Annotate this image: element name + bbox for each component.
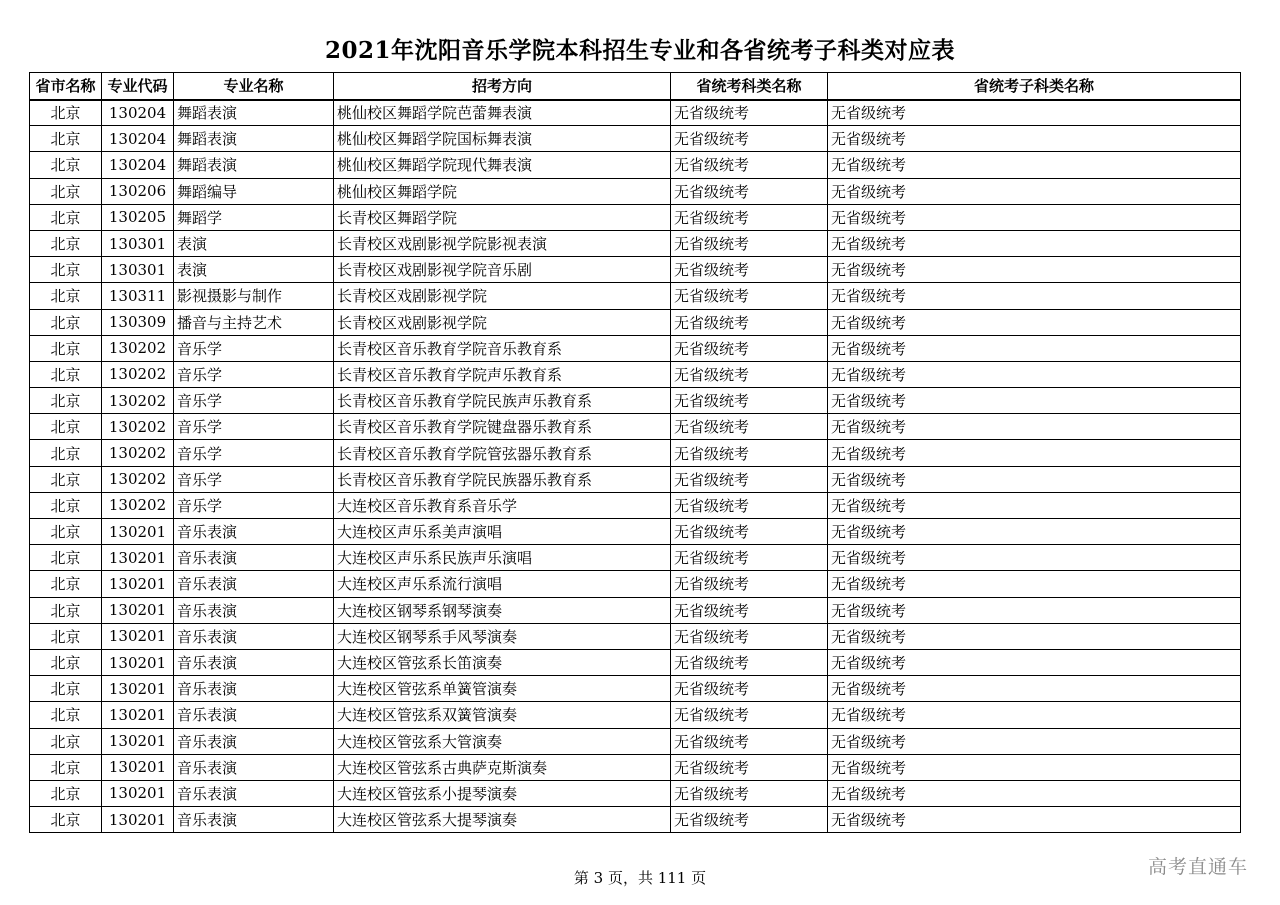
cell-exam-subcategory: 无省级统考 <box>828 649 1241 675</box>
cell-major-name: 音乐表演 <box>174 623 334 649</box>
table-row <box>30 283 1241 309</box>
cell-major-name: 音乐表演 <box>174 597 334 623</box>
cell-major-name: 音乐学 <box>174 440 334 466</box>
cell-major-name: 音乐表演 <box>174 702 334 728</box>
cell-exam-category: 无省级统考 <box>671 388 828 414</box>
page-title: 2021年沈阳音乐学院本科招生专业和各省统考子科类对应表 <box>324 37 955 64</box>
cell-exam-category: 无省级统考 <box>671 519 828 545</box>
cell-major-name: 音乐学 <box>174 492 334 518</box>
cell-exam-subcategory: 无省级统考 <box>828 283 1241 309</box>
table-row <box>30 519 1241 545</box>
cell-province: 北京 <box>30 152 102 178</box>
cell-direction: 大连校区管弦系古典萨克斯演奏 <box>334 754 671 780</box>
cell-direction: 长青校区舞蹈学院 <box>334 204 671 230</box>
cell-direction: 大连校区管弦系双簧管演奏 <box>334 702 671 728</box>
cell-province: 北京 <box>30 466 102 492</box>
cell-exam-subcategory: 无省级统考 <box>828 571 1241 597</box>
cell-major-name: 舞蹈学 <box>174 204 334 230</box>
cell-province: 北京 <box>30 335 102 361</box>
cell-major-code: 130204 <box>102 126 174 152</box>
cell-major-code: 130202 <box>102 440 174 466</box>
cell-province: 北京 <box>30 519 102 545</box>
cell-exam-category: 无省级统考 <box>671 780 828 806</box>
cell-province: 北京 <box>30 414 102 440</box>
cell-province: 北京 <box>30 702 102 728</box>
cell-exam-subcategory: 无省级统考 <box>828 388 1241 414</box>
cell-direction: 长青校区戏剧影视学院音乐剧 <box>334 257 671 283</box>
cell-exam-category: 无省级统考 <box>671 100 828 126</box>
cell-province: 北京 <box>30 283 102 309</box>
cell-province: 北京 <box>30 676 102 702</box>
cell-exam-subcategory: 无省级统考 <box>828 126 1241 152</box>
cell-direction: 桃仙校区舞蹈学院 <box>334 178 671 204</box>
cell-major-name: 影视摄影与制作 <box>174 283 334 309</box>
cell-exam-category: 无省级统考 <box>671 126 828 152</box>
table-row <box>30 728 1241 754</box>
cell-major-name: 音乐表演 <box>174 571 334 597</box>
table-row <box>30 623 1241 649</box>
cell-major-code: 130204 <box>102 100 174 126</box>
cell-province: 北京 <box>30 623 102 649</box>
cell-exam-category: 无省级统考 <box>671 414 828 440</box>
cell-major-code: 130202 <box>102 388 174 414</box>
cell-province: 北京 <box>30 545 102 571</box>
cell-major-code: 130201 <box>102 545 174 571</box>
table-row <box>30 414 1241 440</box>
cell-exam-subcategory: 无省级统考 <box>828 597 1241 623</box>
cell-major-code: 130301 <box>102 230 174 256</box>
cell-major-name: 音乐表演 <box>174 649 334 675</box>
cell-major-code: 130309 <box>102 309 174 335</box>
cell-exam-subcategory: 无省级统考 <box>828 676 1241 702</box>
table-row <box>30 545 1241 571</box>
cell-exam-subcategory: 无省级统考 <box>828 230 1241 256</box>
cell-direction: 长青校区戏剧影视学院影视表演 <box>334 230 671 256</box>
cell-major-code: 130202 <box>102 361 174 387</box>
cell-exam-category: 无省级统考 <box>671 152 828 178</box>
header-exam-subcategory: 省统考子科类名称 <box>828 73 1241 100</box>
table-header-row <box>30 73 1241 100</box>
cell-direction: 长青校区音乐教育学院民族声乐教育系 <box>334 388 671 414</box>
cell-major-code: 130201 <box>102 702 174 728</box>
cell-exam-category: 无省级统考 <box>671 807 828 833</box>
table-row <box>30 388 1241 414</box>
watermark: 高考直通车 <box>1147 856 1248 878</box>
cell-exam-subcategory: 无省级统考 <box>828 780 1241 806</box>
table-row <box>30 676 1241 702</box>
cell-exam-category: 无省级统考 <box>671 230 828 256</box>
cell-major-name: 舞蹈表演 <box>174 152 334 178</box>
cell-exam-subcategory: 无省级统考 <box>828 807 1241 833</box>
cell-exam-subcategory: 无省级统考 <box>828 152 1241 178</box>
cell-exam-subcategory: 无省级统考 <box>828 466 1241 492</box>
cell-direction: 大连校区音乐教育系音乐学 <box>334 492 671 518</box>
cell-exam-subcategory: 无省级统考 <box>828 519 1241 545</box>
header-province: 省市名称 <box>30 73 102 100</box>
cell-exam-category: 无省级统考 <box>671 545 828 571</box>
cell-province: 北京 <box>30 361 102 387</box>
cell-exam-subcategory: 无省级统考 <box>828 754 1241 780</box>
cell-exam-subcategory: 无省级统考 <box>828 257 1241 283</box>
cell-direction: 大连校区声乐系民族声乐演唱 <box>334 545 671 571</box>
cell-major-code: 130201 <box>102 649 174 675</box>
cell-direction: 大连校区钢琴系手风琴演奏 <box>334 623 671 649</box>
cell-exam-category: 无省级统考 <box>671 361 828 387</box>
cell-direction: 桃仙校区舞蹈学院现代舞表演 <box>334 152 671 178</box>
table-row <box>30 702 1241 728</box>
cell-direction: 桃仙校区舞蹈学院国标舞表演 <box>334 126 671 152</box>
table-row <box>30 492 1241 518</box>
cell-major-name: 音乐学 <box>174 335 334 361</box>
cell-exam-category: 无省级统考 <box>671 649 828 675</box>
cell-major-name: 音乐学 <box>174 414 334 440</box>
cell-direction: 大连校区管弦系小提琴演奏 <box>334 780 671 806</box>
cell-direction: 长青校区戏剧影视学院 <box>334 283 671 309</box>
cell-major-code: 130202 <box>102 492 174 518</box>
header-major-name: 专业名称 <box>174 73 334 100</box>
cell-exam-category: 无省级统考 <box>671 440 828 466</box>
cell-exam-subcategory: 无省级统考 <box>828 728 1241 754</box>
cell-major-name: 播音与主持艺术 <box>174 309 334 335</box>
cell-province: 北京 <box>30 597 102 623</box>
cell-major-name: 舞蹈表演 <box>174 100 334 126</box>
table-row <box>30 440 1241 466</box>
cell-major-code: 130201 <box>102 676 174 702</box>
cell-province: 北京 <box>30 257 102 283</box>
cell-exam-subcategory: 无省级统考 <box>828 361 1241 387</box>
cell-major-code: 130201 <box>102 780 174 806</box>
cell-exam-category: 无省级统考 <box>671 335 828 361</box>
cell-province: 北京 <box>30 492 102 518</box>
cell-exam-subcategory: 无省级统考 <box>828 702 1241 728</box>
cell-province: 北京 <box>30 807 102 833</box>
cell-major-code: 130201 <box>102 571 174 597</box>
cell-exam-subcategory: 无省级统考 <box>828 440 1241 466</box>
table-row <box>30 335 1241 361</box>
cell-direction: 长青校区音乐教育学院声乐教育系 <box>334 361 671 387</box>
cell-exam-subcategory: 无省级统考 <box>828 545 1241 571</box>
cell-major-name: 表演 <box>174 230 334 256</box>
header-exam-category: 省统考科类名称 <box>671 73 828 100</box>
cell-major-code: 130311 <box>102 283 174 309</box>
cell-direction: 大连校区管弦系长笛演奏 <box>334 649 671 675</box>
cell-direction: 长青校区戏剧影视学院 <box>334 309 671 335</box>
cell-exam-category: 无省级统考 <box>671 571 828 597</box>
cell-exam-subcategory: 无省级统考 <box>828 623 1241 649</box>
cell-direction: 桃仙校区舞蹈学院芭蕾舞表演 <box>334 100 671 126</box>
cell-direction: 长青校区音乐教育学院键盘器乐教育系 <box>334 414 671 440</box>
cell-direction: 大连校区管弦系大管演奏 <box>334 728 671 754</box>
admission-table <box>29 72 1241 833</box>
cell-province: 北京 <box>30 204 102 230</box>
cell-exam-category: 无省级统考 <box>671 204 828 230</box>
table-row <box>30 100 1241 126</box>
cell-exam-subcategory: 无省级统考 <box>828 414 1241 440</box>
cell-major-name: 音乐表演 <box>174 807 334 833</box>
cell-major-name: 音乐表演 <box>174 676 334 702</box>
cell-major-code: 130301 <box>102 257 174 283</box>
cell-major-code: 130201 <box>102 519 174 545</box>
cell-major-code: 130201 <box>102 597 174 623</box>
table-row <box>30 571 1241 597</box>
cell-province: 北京 <box>30 754 102 780</box>
cell-direction: 大连校区管弦系单簧管演奏 <box>334 676 671 702</box>
cell-exam-category: 无省级统考 <box>671 702 828 728</box>
table-row <box>30 204 1241 230</box>
cell-major-code: 130205 <box>102 204 174 230</box>
table-row <box>30 649 1241 675</box>
cell-major-name: 舞蹈表演 <box>174 126 334 152</box>
table-row <box>30 597 1241 623</box>
cell-province: 北京 <box>30 440 102 466</box>
table-row <box>30 466 1241 492</box>
table-row <box>30 126 1241 152</box>
cell-direction: 长青校区音乐教育学院音乐教育系 <box>334 335 671 361</box>
cell-exam-category: 无省级统考 <box>671 309 828 335</box>
cell-province: 北京 <box>30 388 102 414</box>
cell-major-name: 音乐学 <box>174 361 334 387</box>
cell-major-code: 130201 <box>102 728 174 754</box>
cell-direction: 大连校区管弦系大提琴演奏 <box>334 807 671 833</box>
cell-exam-subcategory: 无省级统考 <box>828 335 1241 361</box>
cell-exam-category: 无省级统考 <box>671 676 828 702</box>
cell-major-code: 130206 <box>102 178 174 204</box>
cell-major-name: 音乐学 <box>174 388 334 414</box>
table-row <box>30 309 1241 335</box>
header-major-code: 专业代码 <box>102 73 174 100</box>
table-row <box>30 152 1241 178</box>
cell-major-code: 130202 <box>102 335 174 361</box>
table-row <box>30 754 1241 780</box>
cell-major-name: 音乐表演 <box>174 754 334 780</box>
cell-major-code: 130201 <box>102 807 174 833</box>
cell-major-code: 130204 <box>102 152 174 178</box>
cell-major-code: 130201 <box>102 623 174 649</box>
cell-exam-category: 无省级统考 <box>671 283 828 309</box>
cell-major-name: 音乐学 <box>174 466 334 492</box>
table-row <box>30 257 1241 283</box>
cell-province: 北京 <box>30 126 102 152</box>
cell-major-code: 130201 <box>102 754 174 780</box>
cell-province: 北京 <box>30 649 102 675</box>
cell-exam-subcategory: 无省级统考 <box>828 309 1241 335</box>
page-footer: 第 3 页，共 111 页 <box>573 869 707 887</box>
cell-exam-subcategory: 无省级统考 <box>828 204 1241 230</box>
cell-major-name: 音乐表演 <box>174 728 334 754</box>
cell-major-code: 130202 <box>102 414 174 440</box>
cell-direction: 大连校区声乐系美声演唱 <box>334 519 671 545</box>
cell-direction: 长青校区音乐教育学院民族器乐教育系 <box>334 466 671 492</box>
cell-exam-category: 无省级统考 <box>671 623 828 649</box>
cell-major-name: 音乐表演 <box>174 545 334 571</box>
table-row <box>30 230 1241 256</box>
cell-major-name: 表演 <box>174 257 334 283</box>
cell-direction: 长青校区音乐教育学院管弦器乐教育系 <box>334 440 671 466</box>
table-row <box>30 807 1241 833</box>
cell-province: 北京 <box>30 571 102 597</box>
cell-province: 北京 <box>30 309 102 335</box>
cell-exam-category: 无省级统考 <box>671 754 828 780</box>
header-direction: 招考方向 <box>334 73 671 100</box>
cell-exam-category: 无省级统考 <box>671 492 828 518</box>
cell-major-name: 舞蹈编导 <box>174 178 334 204</box>
cell-exam-category: 无省级统考 <box>671 597 828 623</box>
cell-exam-category: 无省级统考 <box>671 728 828 754</box>
cell-province: 北京 <box>30 178 102 204</box>
cell-exam-subcategory: 无省级统考 <box>828 100 1241 126</box>
table-row <box>30 361 1241 387</box>
cell-direction: 大连校区声乐系流行演唱 <box>334 571 671 597</box>
cell-exam-subcategory: 无省级统考 <box>828 492 1241 518</box>
cell-major-code: 130202 <box>102 466 174 492</box>
cell-exam-category: 无省级统考 <box>671 257 828 283</box>
cell-province: 北京 <box>30 230 102 256</box>
cell-province: 北京 <box>30 728 102 754</box>
table-row <box>30 780 1241 806</box>
cell-province: 北京 <box>30 780 102 806</box>
cell-major-name: 音乐表演 <box>174 780 334 806</box>
table-row <box>30 178 1241 204</box>
cell-exam-category: 无省级统考 <box>671 466 828 492</box>
cell-exam-category: 无省级统考 <box>671 178 828 204</box>
cell-province: 北京 <box>30 100 102 126</box>
cell-major-name: 音乐表演 <box>174 519 334 545</box>
cell-direction: 大连校区钢琴系钢琴演奏 <box>334 597 671 623</box>
table-body <box>30 100 1241 833</box>
cell-exam-subcategory: 无省级统考 <box>828 178 1241 204</box>
